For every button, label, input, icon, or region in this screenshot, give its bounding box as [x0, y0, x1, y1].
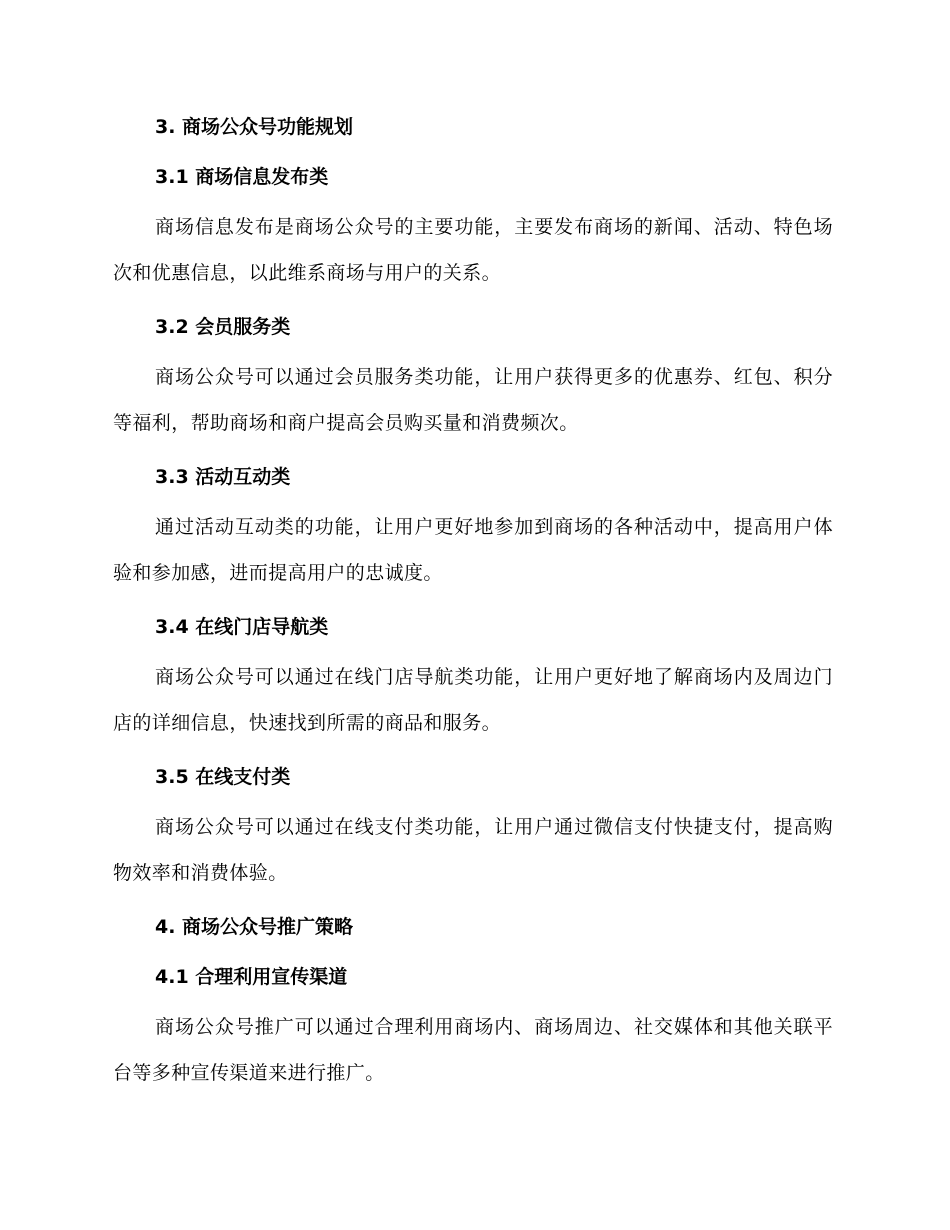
section-heading-3: 3. 商场公众号功能规划 — [155, 116, 354, 138]
section-heading-4-1: 4.1 合理利用宣传渠道 — [155, 966, 348, 988]
paragraph-3-2: 商场公众号可以通过会员服务类功能，让用户获得更多的优惠券、红包、积分等福利，帮助商场和商户提高会员购买量和消费频次。 — [113, 366, 833, 434]
section-heading-3-2: 3.2 会员服务类 — [155, 316, 291, 338]
document-content — [113, 108, 833, 1096]
paragraph-3-4: 商场公众号可以通过在线门店导航类功能，让用户更好地了解商场内及周边门店的详细信息，快速找到所需的商品和服务。 — [113, 666, 833, 734]
section-heading-4: 4. 商场公众号推广策略 — [155, 916, 354, 938]
paragraph-3-5: 商场公众号可以通过在线支付类功能，让用户通过微信支付快捷支付，提高购物效率和消费体验。 — [113, 816, 833, 884]
paragraph-3-1: 商场信息发布是商场公众号的主要功能，主要发布商场的新闻、活动、特色场次和优惠信息，以此维系商场与用户的关系。 — [113, 216, 833, 284]
section-heading-3-4: 3.4 在线门店导航类 — [155, 616, 329, 638]
section-heading-3-5: 3.5 在线支付类 — [155, 766, 291, 788]
paragraph-4-1: 商场公众号推广可以通过合理利用商场内、商场周边、社交媒体和其他关联平台等多种宣传渠道来进行推广。 — [113, 1016, 833, 1084]
section-heading-3-1: 3.1 商场信息发布类 — [155, 166, 329, 188]
section-heading-3-3: 3.3 活动互动类 — [155, 466, 291, 488]
paragraph-3-3: 通过活动互动类的功能，让用户更好地参加到商场的各种活动中，提高用户体验和参加感，进而提高用户的忠诚度。 — [113, 516, 833, 584]
